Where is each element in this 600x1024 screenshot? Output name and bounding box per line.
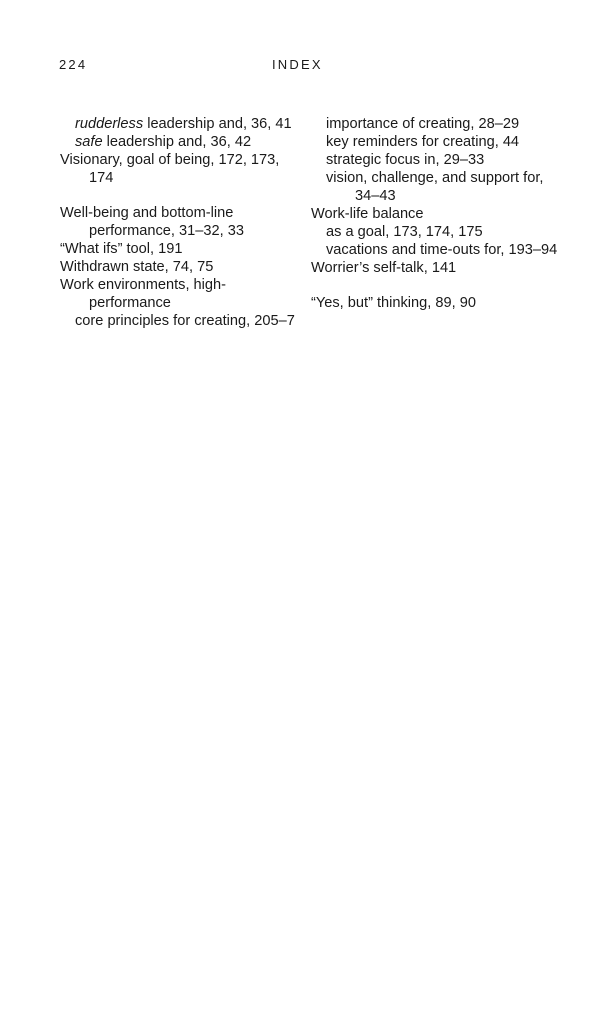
index-entry: Well-being and bottom-line performance, 31–32, 33 bbox=[60, 205, 244, 239]
index-column-right bbox=[311, 115, 571, 312]
index-entry: “What ifs” tool, 191 bbox=[60, 241, 183, 257]
index-entry: “Yes, but” thinking, 89, 90 bbox=[311, 295, 476, 311]
index-text: leadership and, 36, 41 bbox=[143, 116, 292, 132]
page-number: 224 bbox=[59, 57, 88, 72]
index-entry: Work environments, high-performance bbox=[60, 277, 227, 311]
index-subentry: as a goal, 173, 174, 175 bbox=[326, 224, 483, 240]
index-entry: Work-life balance bbox=[311, 206, 424, 222]
index-subentry bbox=[60, 115, 300, 133]
index-subentry: key reminders for creating, 44 bbox=[326, 134, 520, 150]
index-subentry: vacations and time-outs for, 193–94 bbox=[326, 242, 558, 258]
index-subentry: importance of creating, 28–29 bbox=[326, 116, 520, 132]
letter-group-gap bbox=[60, 187, 300, 204]
index-subentry: vision, challenge, and support for, 34–43 bbox=[326, 170, 544, 204]
running-head: INDEX bbox=[272, 57, 323, 72]
index-entry: Withdrawn state, 74, 75 bbox=[60, 259, 214, 275]
page-header bbox=[0, 57, 600, 73]
index-text: leadership and, 36, 42 bbox=[102, 134, 252, 150]
index-subentry: core principles for creating, 205–7 bbox=[75, 313, 295, 329]
letter-group-gap bbox=[311, 277, 571, 294]
index-subentry: strategic focus in, 29–33 bbox=[326, 152, 485, 168]
index-column-left bbox=[60, 115, 300, 330]
index-term-italic: rudderless bbox=[75, 116, 144, 132]
index-term-italic: safe bbox=[75, 134, 103, 150]
index-entry: Worrier’s self-talk, 141 bbox=[311, 260, 457, 276]
index-entry: Visionary, goal of being, 172, 173, 174 bbox=[60, 152, 280, 186]
index-subentry bbox=[60, 133, 300, 151]
